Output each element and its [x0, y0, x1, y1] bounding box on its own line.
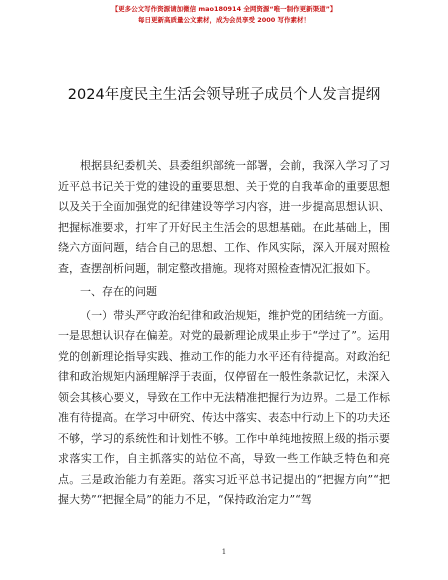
promo-banner	[0, 4, 448, 26]
promo-banner-line-1: 【更多公文写作资源请加微信 mao180914 全网资源“唯一制作更新渠道”】	[111, 5, 337, 13]
document-body	[58, 156, 390, 511]
page-number: 1	[221, 548, 227, 556]
promo-banner-line-2: 每日更新高质量公文素材，成为会员享受 2000 写作素材！	[137, 16, 311, 24]
intro-paragraph: 根据县纪委机关、县委组织部统一部署，会前，我深入学习了习近平总书记关于党的建设的重要思想、关于党的自我革命的重要思想以及关于全面加强党的纪律建设等学习内容，进一步提高思想认识、把握标准要求，打牢了开好民主生活会的思想基础。在此基础上，围绕六方面问题，结合自己的思想、工作、作风实际，深入开展对照检查，查摆剖析问题，制定整改措施。现将对照检查情况汇报如下。	[58, 159, 390, 275]
section-heading: 一、存在的问题	[80, 285, 157, 298]
section-paragraph: （一）带头严守政治纪律和政治规矩，维护党的团结统一方面。一是思想认识存在偏差。对党的最新理论成果止步于“学过了”。运用党的创新理论指导实践、推动工作的能力水平还有待提高。对政治纪律和政治规矩内涵理解浮于表面，仅停留在一般性条款记忆，未深入领会其核心要义，导致在工作中无法精准把握行为边界。二是工作标准有待提高。在学习中研究、传达中落实、表态中行动上下的功夫还不够，学习的系统性和计划性不够。工作中单纯地按照上级的指示要求落实工作，自主抓落实的站位不高，导致一些工作缺乏特色和亮点。三是政治能力有差距。落实习近平总书记提出的“把握方向”“把握大势”“把握全局”的能力不足，“保持政治定力”“驾	[58, 308, 390, 506]
document-title: 2024年度民主生活会领导班子成员个人发言提纲	[67, 87, 381, 103]
